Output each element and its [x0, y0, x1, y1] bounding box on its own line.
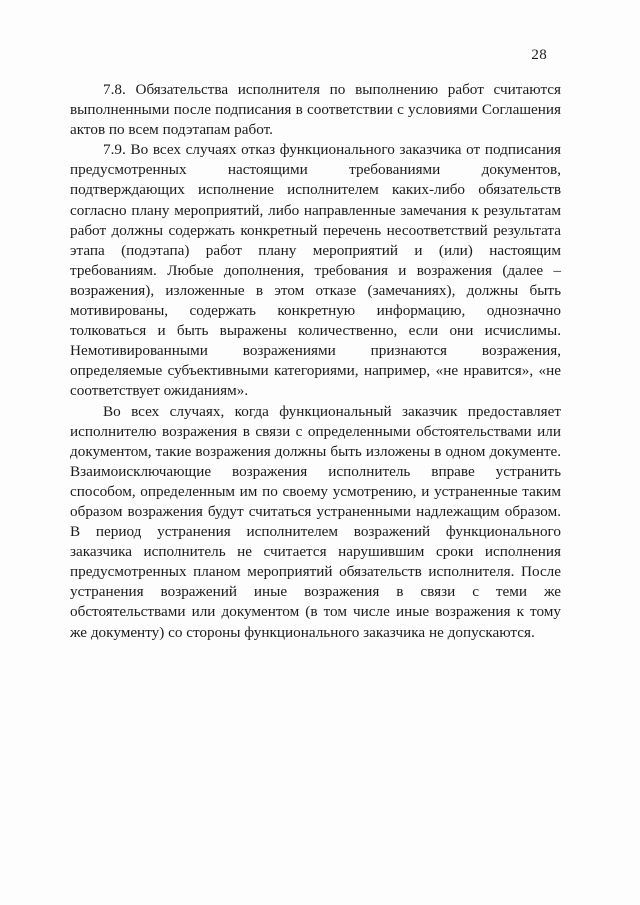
paragraph-7-8: 7.8. Обязательства исполнителя по выполнению работ считаются выполненными после подписания в соответствии с условиями Соглашения актов по всем подэтапам работ.: [70, 81, 561, 139]
paragraph-objections: Во всех случаях, когда функциональный заказчик предоставляет исполнителю возражения в связи с определенными обстоятельствами или документом, такие возражения должны быть изложены в одном документе. Взаимоисключающие возражения исполнитель вправе устранить способом, определенным им по своему усмотрению, и устраненные таким образом возражения будут считаться устраненными надлежащим образом. В период устранения исполнителем возражений функционального заказчика исполнитель не считается нарушившим сроки исполнения предусмотренных планом мероприятий обязательств исполнителя. После устранения возражений иные возражения в связи с теми же обстоятельствами или документом (в том числе иные возражения к тому же документу) со стороны функционального заказчика не допускаются.: [70, 402, 561, 641]
page-number: 28: [531, 47, 547, 63]
document-body: [70, 80, 561, 643]
paragraph-7-9: 7.9. Во всех случаях отказ функционального заказчика от подписания предусмотренных настоящими требованиями документов, подтверждающих исполнение исполнителем каких-либо обязательств согласно плану мероприятий, либо направленные замечания к результатам работ должны содержать конкретный перечень несоответствий результата этапа (подэтапа) работ плану мероприятий и (или) настоящим требованиям. Любые дополнения, требования и возражения (далее – возражения), изложенные в этом отказе (замечаниях), должны быть мотивированы, содержать конкретную информацию, однозначно толковаться и быть выражены количественно, если они исчислимы. Немотивированными возражениями признаются возражения, определяемые субъективными категориями, например, «не нравится», «не соответствует ожиданиям».: [70, 141, 561, 400]
